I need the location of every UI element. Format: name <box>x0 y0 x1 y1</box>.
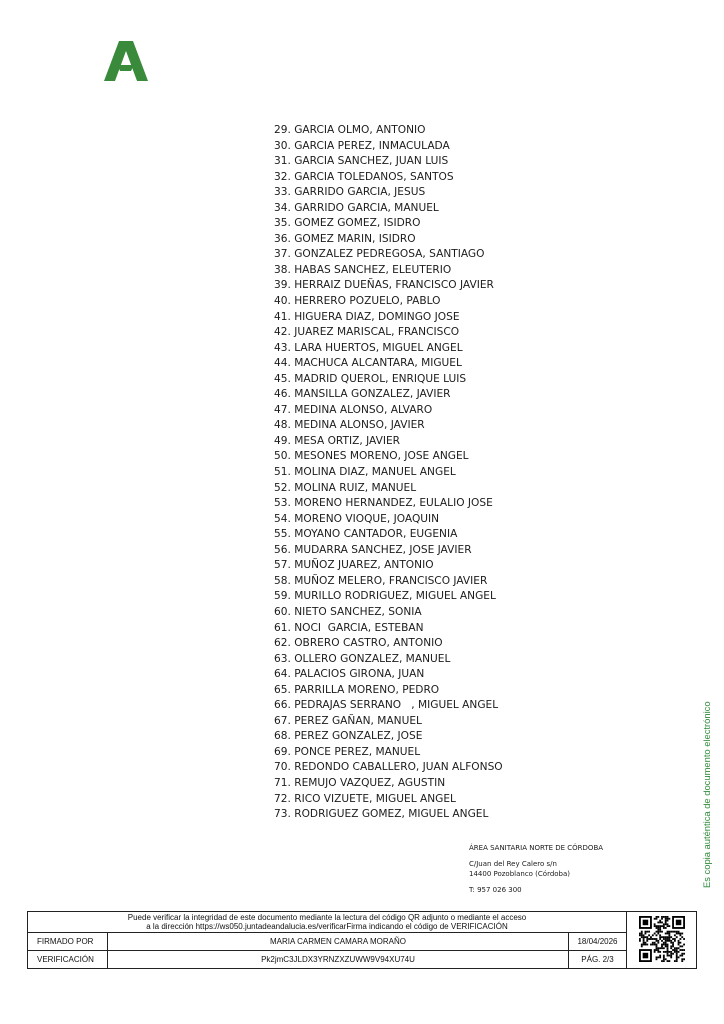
list-item: 55. MOYANO CANTADOR, EUGENIA <box>274 528 458 541</box>
list-item: 53. MORENO HERNANDEZ, EULALIO JOSE <box>274 497 493 510</box>
signature-date: 18/04/2026 <box>569 932 627 951</box>
list-item: 41. HIGUERA DIAZ, DOMINGO JOSE <box>274 310 460 323</box>
list-item: 35. GOMEZ GOMEZ, ISIDRO <box>274 217 421 230</box>
list-item: 59. MURILLO RODRIGUEZ, MIGUEL ANGEL <box>274 590 496 603</box>
list-item: 33. GARRIDO GARCIA, JESUS <box>274 186 426 199</box>
list-item: 62. OBRERO CASTRO, ANTONIO <box>274 637 443 650</box>
list-item: 66. PEDRAJAS SERRANO , MIGUEL ANGEL <box>274 699 499 712</box>
address-phone: T: 957 026 300 <box>469 886 522 894</box>
list-item: 51. MOLINA DIAZ, MANUEL ANGEL <box>274 466 456 479</box>
notice-line-2: a la dirección https://ws050.juntadeandalucia.es/verificarFirma indicando el código de VERIFICACIÓN <box>146 922 508 931</box>
notice-line-1: Puede verificar la integridad de este documento mediante la lectura del código QR adjunto o mediante el acceso <box>127 913 527 922</box>
list-item: 65. PARRILLA MORENO, PEDRO <box>274 683 440 696</box>
list-item: 56. MUDARRA SANCHEZ, JOSE JAVIER <box>274 543 472 556</box>
authentic-copy-note: Es copia auténtica de documento electrónico <box>701 701 712 888</box>
list-item: 43. LARA HUERTOS, MIGUEL ANGEL <box>274 341 463 354</box>
list-item: 38. HABAS SANCHEZ, ELEUTERIO <box>274 263 452 276</box>
list-item: 45. MADRID QUEROL, ENRIQUE LUIS <box>274 372 467 385</box>
list-item: 71. REMUJO VAZQUEZ, AGUSTIN <box>274 776 446 789</box>
list-item: 63. OLLERO GONZALEZ, MANUEL <box>274 652 451 665</box>
list-item: 50. MESONES MORENO, JOSE ANGEL <box>274 450 469 463</box>
list-item: 29. GARCIA OLMO, ANTONIO <box>274 124 426 136</box>
list-item: 61. NOCI GARCIA, ESTEBAN <box>274 621 424 634</box>
verification-label: VERIFICACIÓN <box>28 950 108 969</box>
names-list <box>274 123 503 823</box>
list-item: 34. GARRIDO GARCIA, MANUEL <box>274 201 439 214</box>
list-item: 44. MACHUCA ALCANTARA, MIGUEL <box>274 357 462 370</box>
address-block <box>469 843 603 895</box>
qr-code-icon[interactable] <box>639 916 685 962</box>
verification-code: Pk2jmC3JLDX3YRNZXZUWW9V94XU74U <box>108 950 569 969</box>
list-item: 69. PONCE PEREZ, MANUEL <box>274 745 421 758</box>
list-item: 58. MUÑOZ MELERO, FRANCISCO JAVIER <box>274 574 488 587</box>
verification-footer <box>27 911 697 969</box>
list-item: 70. REDONDO CABALLERO, JUAN ALFONSO <box>274 761 503 774</box>
list-item: 47. MEDINA ALONSO, ALVARO <box>274 403 433 416</box>
list-item: 46. MANSILLA GONZALEZ, JAVIER <box>274 388 451 401</box>
list-item: 49. MESA ORTIZ, JAVIER <box>274 434 401 447</box>
list-item: 52. MOLINA RUIZ, MANUEL <box>274 481 417 494</box>
qr-box <box>626 912 697 968</box>
verification-notice <box>28 912 626 932</box>
address-org: ÁREA SANITARIA NORTE DE CÓRDOBA <box>469 844 604 852</box>
list-item: 68. PEREZ GONZALEZ, JOSE <box>274 730 423 743</box>
address-city: 14400 Pozoblanco (Córdoba) <box>469 870 571 878</box>
list-item: 42. JUAREZ MARISCAL, FRANCISCO <box>274 326 460 339</box>
list-item: 36. GOMEZ MARIN, ISIDRO <box>274 232 416 245</box>
list-item: 30. GARCIA PEREZ, INMACULADA <box>274 139 450 152</box>
list-item: 64. PALACIOS GIRONA, JUAN <box>274 668 425 681</box>
signer-name: MARIA CARMEN CAMARA MORAÑO <box>108 932 569 951</box>
signed-by-label: FIRMADO POR <box>28 932 108 951</box>
list-item: 54. MORENO VIOQUE, JOAQUIN <box>274 512 440 525</box>
list-item: 37. GONZALEZ PEDREGOSA, SANTIAGO <box>274 248 485 261</box>
list-item: 39. HERRAIZ DUEÑAS, FRANCISCO JAVIER <box>274 279 494 292</box>
list-item: 57. MUÑOZ JUAREZ, ANTONIO <box>274 559 434 572</box>
list-item: 60. NIETO SANCHEZ, SONIA <box>274 605 422 618</box>
junta-andalucia-logo-icon <box>104 41 148 81</box>
list-item: 40. HERRERO POZUELO, PABLO <box>274 295 441 308</box>
address-street: C/Juan del Rey Calero s/n <box>469 860 557 868</box>
list-item: 31. GARCIA SANCHEZ, JUAN LUIS <box>274 155 449 168</box>
list-item: 72. RICO VIZUETE, MIGUEL ANGEL <box>274 792 456 805</box>
list-item: 32. GARCIA TOLEDANOS, SANTOS <box>274 170 454 183</box>
list-item: 73. RODRIGUEZ GOMEZ, MIGUEL ANGEL <box>274 808 489 821</box>
list-item: 67. PEREZ GAÑAN, MANUEL <box>274 714 422 727</box>
list-item: 48. MEDINA ALONSO, JAVIER <box>274 419 425 432</box>
page-number: PÁG. 2/3 <box>569 950 627 969</box>
